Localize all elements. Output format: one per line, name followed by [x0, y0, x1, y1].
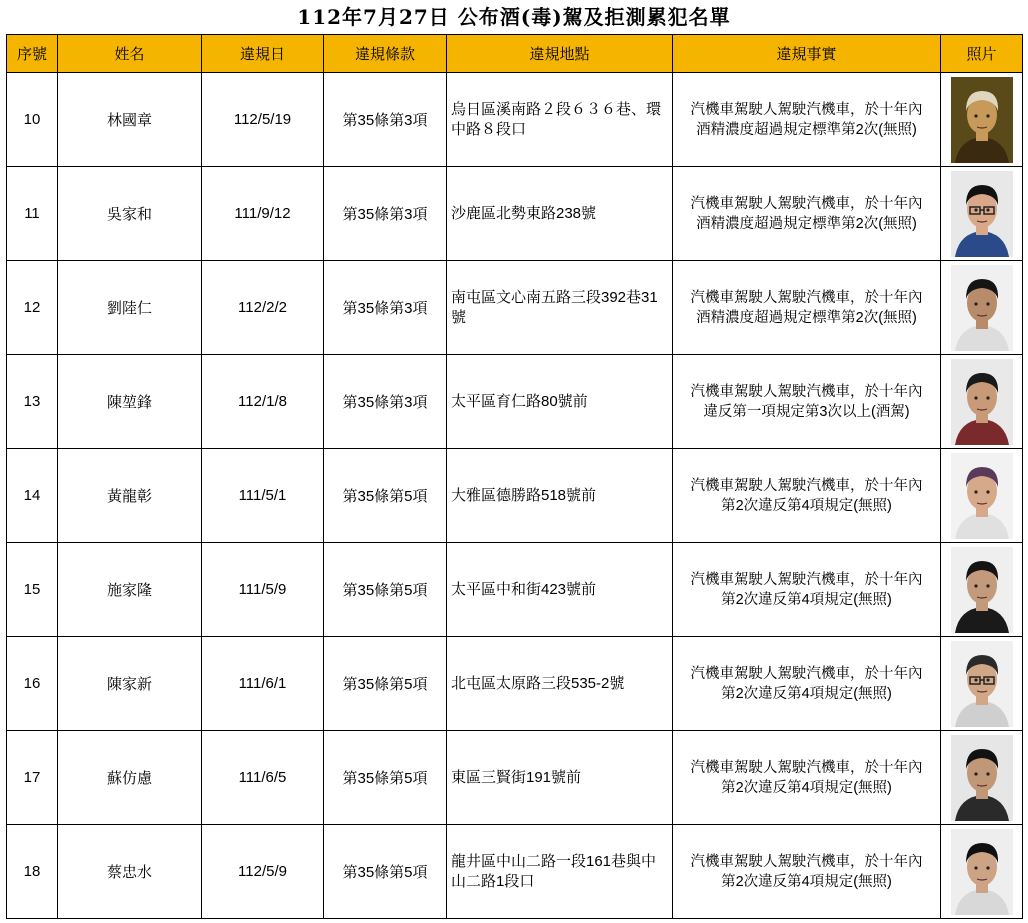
cell-clause: 第35條第3項: [324, 261, 447, 355]
fact-line-1: 汽機車駕駛人駕駛汽機車，於十年內: [690, 383, 923, 400]
cell-clause: 第35條第3項: [324, 355, 447, 449]
cell-name: 林國章: [58, 73, 202, 167]
cell-photo: [941, 731, 1023, 825]
mugshot-photo: [951, 735, 1013, 821]
fact-line-1: 汽機車駕駛人駕駛汽機車，於十年內: [690, 477, 923, 494]
cell-name: 蔡忠水: [58, 825, 202, 919]
cell-place: 大雅區德勝路518號前: [447, 449, 673, 543]
cell-date: 112/5/9: [202, 825, 324, 919]
cell-clause: 第35條第3項: [324, 167, 447, 261]
fact-line-2: 違反第一項規定第3次以上(酒駕): [703, 403, 910, 420]
fact-line-1: 汽機車駕駛人駕駛汽機車，於十年內: [690, 853, 923, 870]
cell-place: 龍井區中山二路一段161巷與中山二路1段口: [447, 825, 673, 919]
cell-place: 烏日區溪南路２段６３６巷、環中路８段口: [447, 73, 673, 167]
page-title: 112年7月27日 公布酒(毒)駕及拒測累犯名單: [297, 5, 731, 29]
cell-photo: [941, 449, 1023, 543]
cell-date: 112/2/2: [202, 261, 324, 355]
table-header-row: [7, 35, 1023, 73]
cell-place: 南屯區文心南五路三段392巷31號: [447, 261, 673, 355]
cell-name: 黃龍彰: [58, 449, 202, 543]
cell-photo: [941, 637, 1023, 731]
mugshot-photo: [951, 77, 1013, 163]
mugshot-photo: [951, 171, 1013, 257]
cell-name: 劉陸仁: [58, 261, 202, 355]
mugshot-photo: [951, 829, 1013, 915]
header-name: 姓名: [58, 35, 202, 73]
offender-table: [6, 34, 1023, 919]
fact-line-1: 汽機車駕駛人駕駛汽機車，於十年內: [690, 759, 923, 776]
cell-photo: [941, 825, 1023, 919]
cell-clause: 第35條第5項: [324, 825, 447, 919]
cell-date: 111/5/9: [202, 543, 324, 637]
cell-date: 112/1/8: [202, 355, 324, 449]
cell-no: 13: [7, 355, 58, 449]
header-date: 違規日: [202, 35, 324, 73]
cell-fact: [673, 637, 941, 731]
cell-no: 17: [7, 731, 58, 825]
mugshot-photo: [951, 453, 1013, 539]
cell-fact: [673, 825, 941, 919]
cell-clause: 第35條第5項: [324, 543, 447, 637]
cell-place: 太平區中和街423號前: [447, 543, 673, 637]
fact-line-1: 汽機車駕駛人駕駛汽機車，於十年內: [690, 289, 923, 306]
table-row: [7, 543, 1023, 637]
header-photo: 照片: [941, 35, 1023, 73]
cell-name: 陳家新: [58, 637, 202, 731]
cell-no: 15: [7, 543, 58, 637]
fact-line-2: 第2次違反第4項規定(無照): [721, 873, 892, 890]
cell-name: 陳堃鋒: [58, 355, 202, 449]
cell-clause: 第35條第5項: [324, 449, 447, 543]
header-clause: 違規條款: [324, 35, 447, 73]
header-no: 序號: [7, 35, 58, 73]
mugshot-photo: [951, 359, 1013, 445]
cell-no: 18: [7, 825, 58, 919]
table-row: [7, 261, 1023, 355]
table-row: [7, 167, 1023, 261]
cell-no: 14: [7, 449, 58, 543]
fact-line-1: 汽機車駕駛人駕駛汽機車，於十年內: [690, 571, 923, 588]
fact-line-2: 第2次違反第4項規定(無照): [721, 685, 892, 702]
cell-photo: [941, 543, 1023, 637]
cell-place: 東區三賢街191號前: [447, 731, 673, 825]
table-row: [7, 449, 1023, 543]
cell-no: 10: [7, 73, 58, 167]
cell-no: 12: [7, 261, 58, 355]
cell-fact: [673, 73, 941, 167]
header-fact: 違規事實: [673, 35, 941, 73]
cell-photo: [941, 355, 1023, 449]
cell-date: 111/5/1: [202, 449, 324, 543]
cell-fact: [673, 355, 941, 449]
header-place: 違規地點: [447, 35, 673, 73]
table-row: [7, 73, 1023, 167]
cell-name: 施家隆: [58, 543, 202, 637]
cell-photo: [941, 73, 1023, 167]
cell-place: 北屯區太原路三段535-2號: [447, 637, 673, 731]
fact-line-2: 第2次違反第4項規定(無照): [721, 497, 892, 514]
cell-date: 111/6/5: [202, 731, 324, 825]
cell-fact: [673, 167, 941, 261]
fact-line-2: 酒精濃度超過規定標準第2次(無照): [696, 309, 917, 326]
mugshot-photo: [951, 547, 1013, 633]
cell-name: 蘇仿慮: [58, 731, 202, 825]
fact-line-2: 第2次違反第4項規定(無照): [721, 779, 892, 796]
mugshot-photo: [951, 265, 1013, 351]
cell-name: 吳家和: [58, 167, 202, 261]
cell-photo: [941, 167, 1023, 261]
cell-fact: [673, 449, 941, 543]
fact-line-2: 第2次違反第4項規定(無照): [721, 591, 892, 608]
fact-line-1: 汽機車駕駛人駕駛汽機車，於十年內: [690, 101, 923, 118]
table-row: [7, 825, 1023, 919]
cell-no: 16: [7, 637, 58, 731]
cell-no: 11: [7, 167, 58, 261]
cell-fact: [673, 543, 941, 637]
table-row: [7, 731, 1023, 825]
cell-photo: [941, 261, 1023, 355]
cell-fact: [673, 261, 941, 355]
cell-date: 112/5/19: [202, 73, 324, 167]
cell-clause: 第35條第5項: [324, 637, 447, 731]
cell-place: 太平區育仁路80號前: [447, 355, 673, 449]
mugshot-photo: [951, 641, 1013, 727]
cell-fact: [673, 731, 941, 825]
fact-line-1: 汽機車駕駛人駕駛汽機車，於十年內: [690, 195, 923, 212]
cell-clause: 第35條第3項: [324, 73, 447, 167]
fact-line-2: 酒精濃度超過規定標準第2次(無照): [696, 121, 917, 138]
cell-date: 111/6/1: [202, 637, 324, 731]
table-row: [7, 355, 1023, 449]
fact-line-2: 酒精濃度超過規定標準第2次(無照): [696, 215, 917, 232]
cell-clause: 第35條第5項: [324, 731, 447, 825]
cell-place: 沙鹿區北勢東路238號: [447, 167, 673, 261]
fact-line-1: 汽機車駕駛人駕駛汽機車，於十年內: [690, 665, 923, 682]
table-row: [7, 637, 1023, 731]
cell-date: 111/9/12: [202, 167, 324, 261]
